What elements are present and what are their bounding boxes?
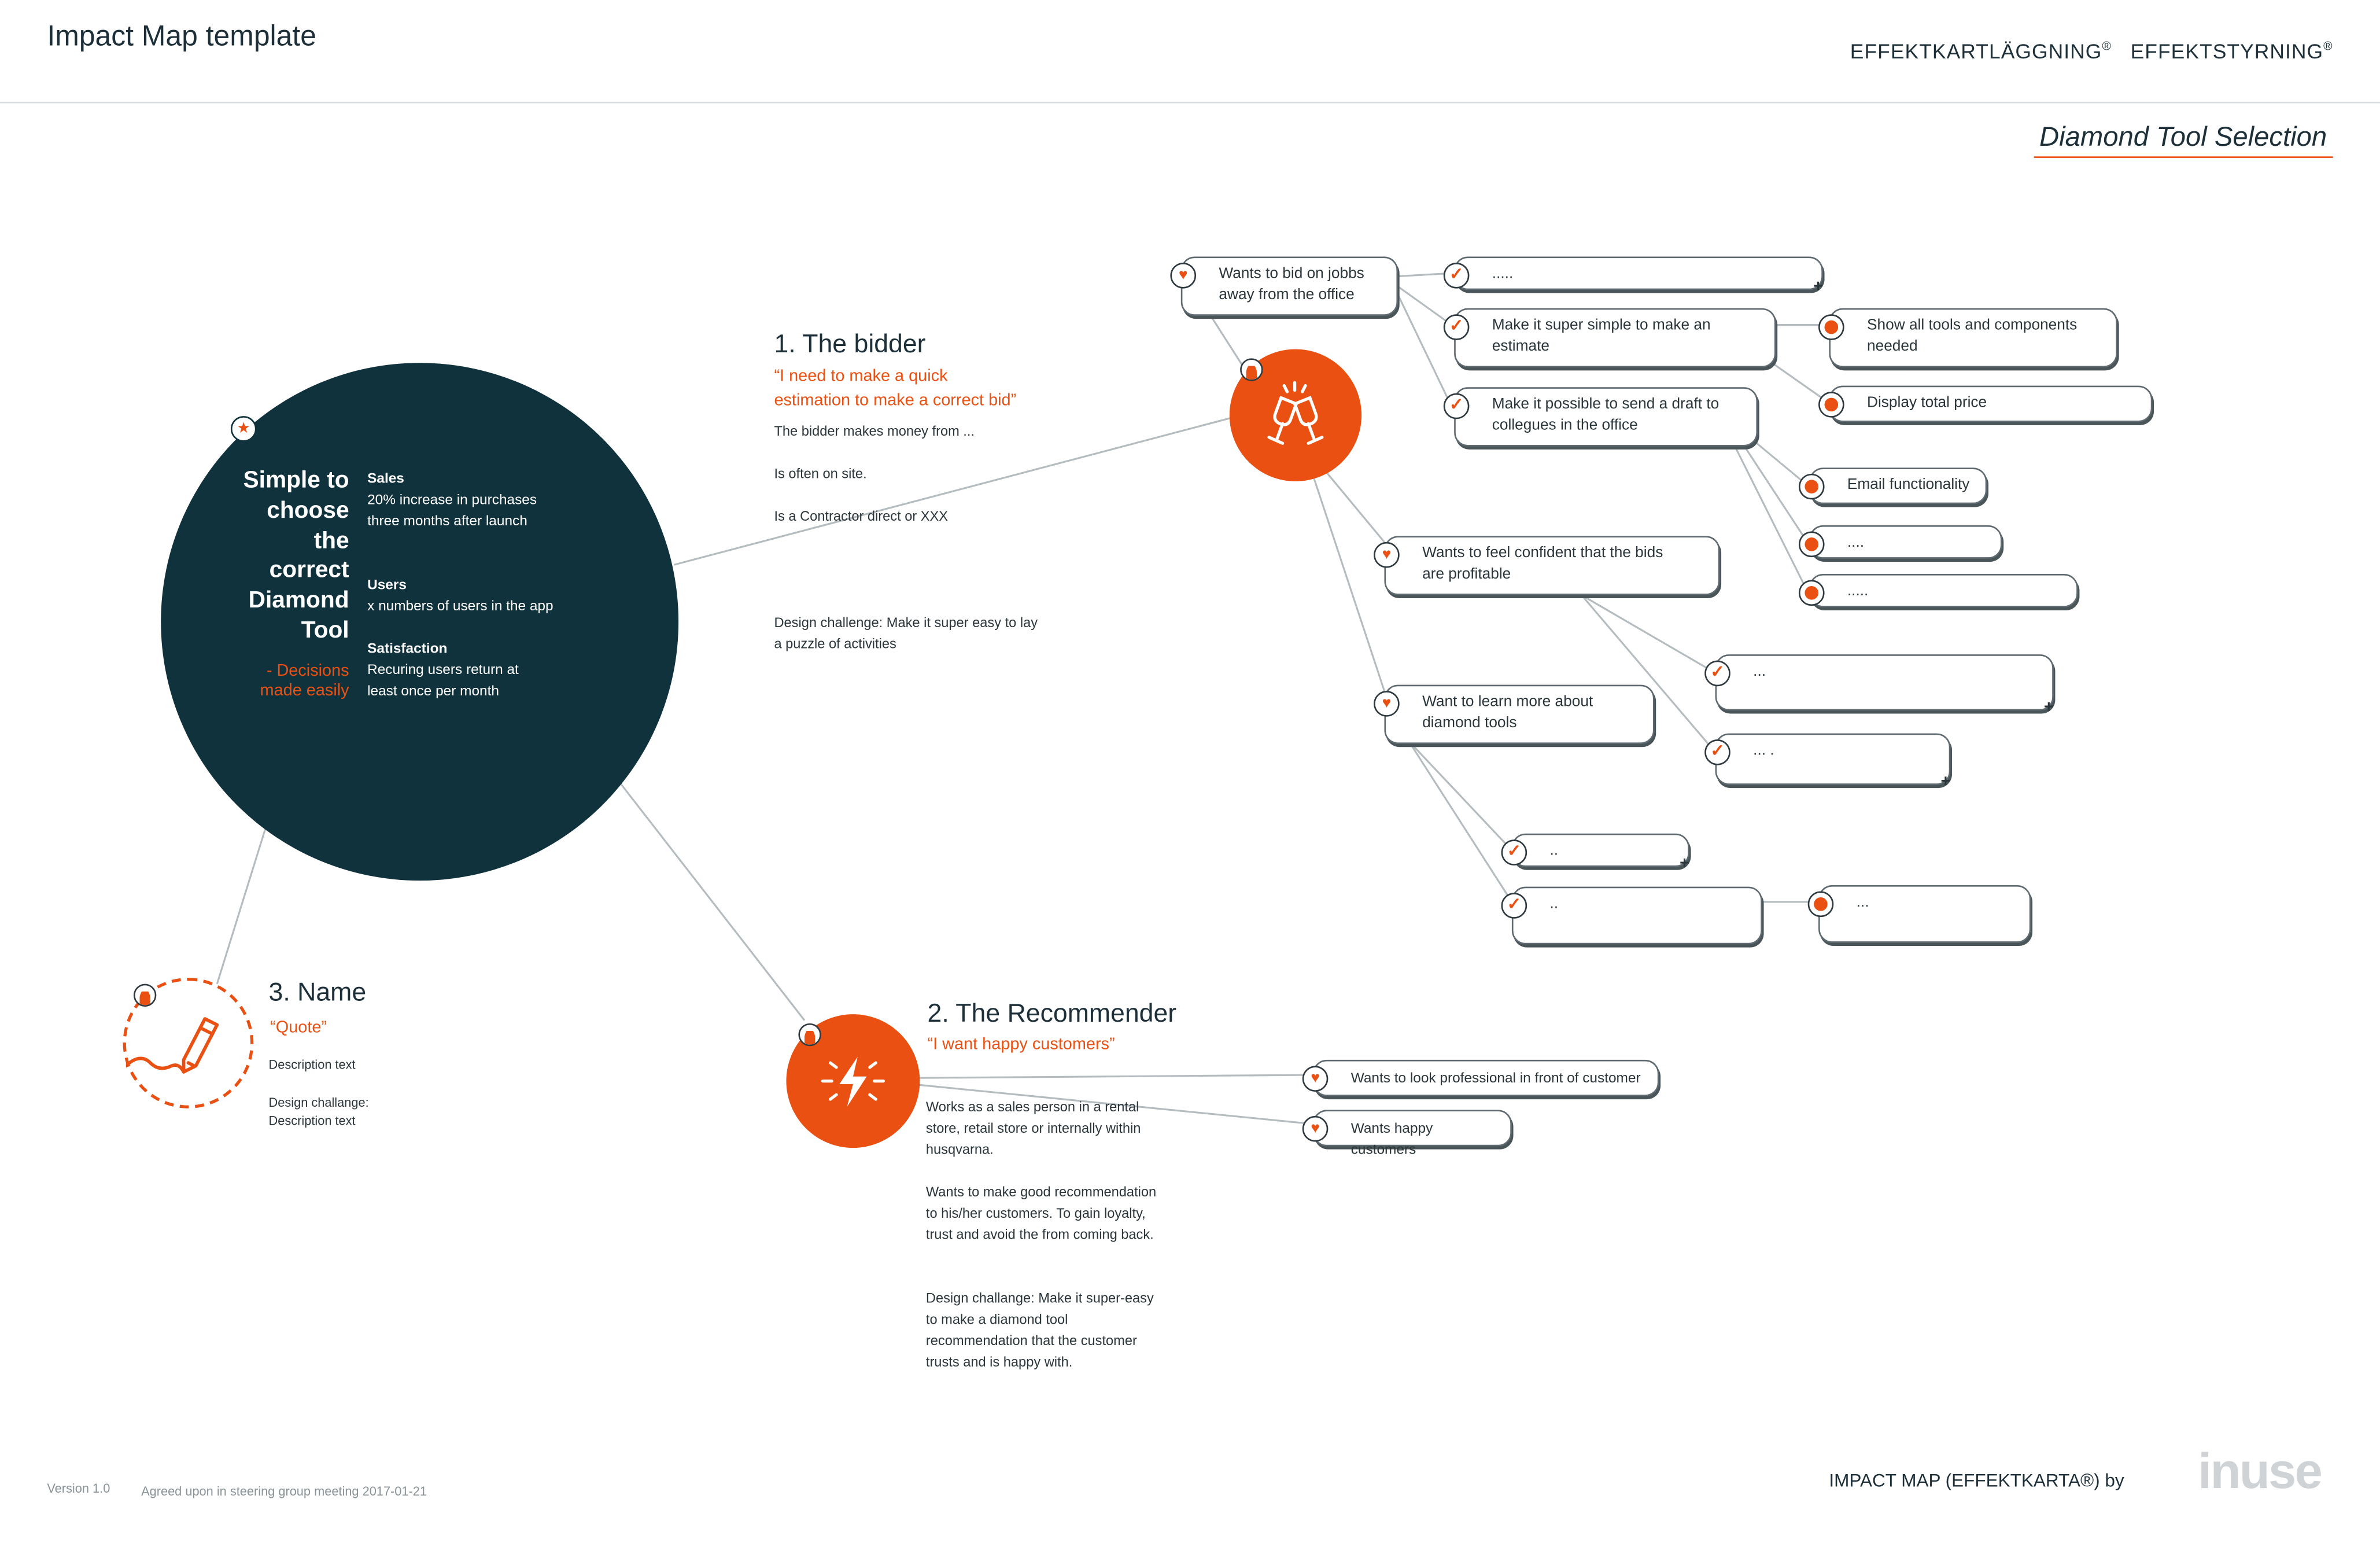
goal-title-line: correct	[269, 558, 349, 584]
node-text: .....	[1492, 266, 1514, 283]
deliverable-node[interactable]	[1507, 834, 1689, 874]
desc-line: a puzzle of activities	[774, 636, 896, 651]
check-icon: ✓	[1444, 314, 1470, 340]
deliverable-node[interactable]	[1710, 734, 1951, 791]
person-icon	[134, 984, 156, 1007]
check-icon: ✓	[1444, 263, 1470, 289]
desc-line: Design challenge: Make it super easy to lay	[774, 614, 1038, 631]
link-goal-recommender	[619, 782, 805, 1021]
person-icon	[798, 1023, 821, 1046]
heart-icon: ♥	[1302, 1066, 1329, 1092]
node-text: estimate	[1492, 338, 1549, 356]
desc-line: to make a diamond tool	[925, 1312, 1068, 1327]
feature-node[interactable]	[1809, 574, 2078, 607]
link-impact1-deliv1	[1396, 273, 1449, 276]
plus-icon[interactable]: +	[1813, 278, 1823, 296]
node-text: Make it possible to send a draft to	[1492, 396, 1719, 413]
desc-line: Wants to make good recommendation	[925, 1184, 1157, 1200]
check-icon: ✓	[1501, 839, 1527, 865]
link-recommender-impact4	[911, 1075, 1309, 1078]
node-text: Wants to look professional in front of customer	[1350, 1070, 1641, 1086]
node-text: Wants to feel confident that the bids	[1422, 545, 1663, 562]
node-text: Email functionality	[1847, 477, 1970, 493]
deliverable-node[interactable]	[1449, 308, 1776, 367]
link-bidder-impact3	[1313, 475, 1384, 691]
link-deliv2-feature2	[1770, 362, 1826, 401]
dot-icon	[1808, 892, 1834, 918]
node-text: needed	[1867, 338, 1918, 356]
recommender-description	[926, 1096, 1230, 1373]
feature-node[interactable]	[1809, 467, 1987, 504]
registered-mark: ®	[2323, 39, 2333, 53]
check-icon: ✓	[1704, 739, 1730, 765]
version-label: Version 1.0	[47, 1480, 110, 1496]
feature-node[interactable]	[1829, 308, 2117, 367]
metric-name: Sales	[367, 470, 404, 486]
node-text: ..	[1549, 896, 1559, 913]
metric-line: three months after launch	[367, 513, 527, 529]
heart-icon: ♥	[1374, 691, 1400, 717]
brand-effektstyrning: EFFEKTSTYRNING	[2130, 40, 2324, 63]
desc-line: The bidder makes money from ...	[774, 423, 975, 439]
node-text: away from the office	[1219, 287, 1355, 304]
feature-node[interactable]	[1818, 885, 2031, 943]
quote-line: “I need to make a quick	[774, 367, 948, 386]
desc-line: recommendation that the customer	[925, 1333, 1137, 1349]
goal-title-line: Simple to	[243, 467, 349, 493]
dot-icon	[1799, 474, 1825, 500]
metric-name: Users	[367, 577, 407, 592]
desc-line: to his/her customers. To gain loyalty,	[925, 1205, 1146, 1221]
name-quote: “Quote”	[270, 1018, 327, 1037]
impact-node[interactable]	[1384, 685, 1654, 744]
desc-line: Is a Contractor direct or XXX	[774, 509, 949, 524]
dot-icon	[1799, 580, 1825, 606]
check-icon: ✓	[1444, 393, 1470, 419]
feature-node[interactable]	[1829, 386, 2152, 422]
impact-node[interactable]	[1313, 1060, 1659, 1096]
deliverable-node[interactable]	[1507, 887, 1762, 945]
inuse-logo: inuse	[2198, 1442, 2322, 1499]
desc-line: store, retail store or internally within	[925, 1120, 1141, 1136]
goal-metrics	[367, 467, 625, 701]
dot-icon	[1818, 314, 1844, 340]
desc-line: Works as a sales person in a rental	[925, 1099, 1139, 1115]
desc-line: Description text	[268, 1056, 356, 1072]
node-text: ...	[1753, 663, 1766, 680]
node-text: collegues in the office	[1492, 417, 1638, 434]
link-impact2-deliv4	[1582, 595, 1713, 671]
desc-line: trusts and is happy with.	[925, 1354, 1073, 1370]
node-text: are profitable	[1422, 566, 1511, 583]
impact-map-credit: IMPACT MAP (EFFEKTKARTA®) by	[1829, 1469, 2124, 1491]
node-text: ... .	[1753, 742, 1774, 760]
node-text: ....	[1847, 534, 1865, 551]
node-text: Show all tools and components	[1867, 317, 2078, 334]
desc-line: Design challange:	[268, 1093, 369, 1110]
goal-subtitle	[212, 662, 349, 701]
desc-line: trust and avoid the from coming back.	[925, 1226, 1154, 1242]
impact-node[interactable]	[1311, 1110, 1512, 1157]
heart-icon: ♥	[1170, 263, 1196, 289]
page-title: Impact Map template	[47, 21, 316, 53]
person-icon	[1240, 358, 1263, 381]
goal-title-line: the	[313, 528, 349, 554]
name-title: 3. Name	[268, 978, 367, 1007]
registered-mark: ®	[2102, 39, 2112, 53]
node-text: ..	[1549, 842, 1559, 860]
goal-title-line: Tool	[301, 618, 349, 644]
deliverable-node[interactable]	[1449, 257, 1823, 296]
dot-icon	[1799, 532, 1825, 558]
link-impact1-deliv2	[1396, 285, 1449, 323]
deliverable-node[interactable]	[1449, 387, 1758, 446]
link-impact1-deliv3	[1396, 292, 1449, 403]
recommender-quote: “I want happy customers”	[927, 1035, 1115, 1054]
desc-line: Is often on site.	[774, 466, 867, 481]
dot-icon	[1818, 392, 1844, 418]
name-description	[269, 1055, 369, 1130]
link-goal-name	[217, 823, 267, 984]
link-impact3-deliv6	[1408, 741, 1511, 850]
impact-node[interactable]	[1384, 536, 1719, 595]
node-text: Wants happy customers	[1350, 1120, 1433, 1157]
check-icon: ✓	[1501, 893, 1527, 919]
goal-title-line: Diamond	[248, 588, 349, 614]
metric-line: Recuring users return at	[367, 662, 519, 677]
desc-line: husqvarna.	[925, 1141, 994, 1157]
node-text: Display total price	[1867, 395, 1987, 412]
deliverable-node[interactable]	[1710, 654, 2054, 717]
link-deliv3-feature3	[1753, 440, 1806, 484]
metric-line: least once per month	[367, 683, 499, 699]
heart-icon: ♥	[1374, 542, 1400, 568]
metric-name: Satisfaction	[367, 640, 448, 656]
plus-icon[interactable]: +	[2043, 698, 2054, 717]
desc-line: Description text	[268, 1113, 356, 1128]
quote-line: estimation to make a correct bid”	[774, 392, 1017, 410]
link-bidder-impact2	[1325, 471, 1384, 542]
map-title: Diamond Tool Selection	[2034, 121, 2333, 158]
bidder-title: 1. The bidder	[774, 329, 926, 359]
link-deliv3-feature5	[1733, 443, 1806, 589]
recommender-title: 2. The Recommender	[927, 999, 1177, 1028]
link-impact3-deliv7	[1408, 741, 1511, 902]
metric-line: 20% increase in purchases	[367, 492, 537, 507]
metric-line: x numbers of users in the app	[367, 598, 554, 614]
goal-subtitle-line: - Decisions	[266, 662, 349, 680]
bidder-description	[774, 421, 1138, 654]
check-icon: ✓	[1704, 661, 1730, 687]
feature-node[interactable]	[1809, 525, 2002, 559]
desc-line: Design challange: Make it super-easy	[925, 1290, 1154, 1306]
bidder-quote	[774, 364, 1016, 413]
node-text: Want to learn more about	[1422, 694, 1593, 711]
goal-title-line: choose	[267, 498, 349, 524]
impact-node[interactable]	[1178, 257, 1398, 316]
node-text: diamond tools	[1422, 715, 1517, 732]
star-icon: ★	[231, 416, 257, 442]
node-text: .....	[1847, 583, 1869, 600]
goal-subtitle-line: made easily	[260, 682, 349, 700]
node-text: Wants to bid on jobbs	[1219, 266, 1364, 283]
brand-effektkartlaggning: EFFEKTKARTLÄGGNING	[1850, 40, 2102, 63]
agreed-note: Agreed upon in steering group meeting 2017-01-21	[141, 1483, 427, 1499]
node-text: Make it super simple to make an	[1492, 317, 1711, 334]
heart-icon: ♥	[1302, 1116, 1329, 1142]
node-text: ...	[1856, 894, 1869, 911]
plus-icon[interactable]: +	[1680, 854, 1689, 874]
plus-icon[interactable]: +	[1940, 772, 1951, 791]
goal-title	[212, 466, 349, 647]
